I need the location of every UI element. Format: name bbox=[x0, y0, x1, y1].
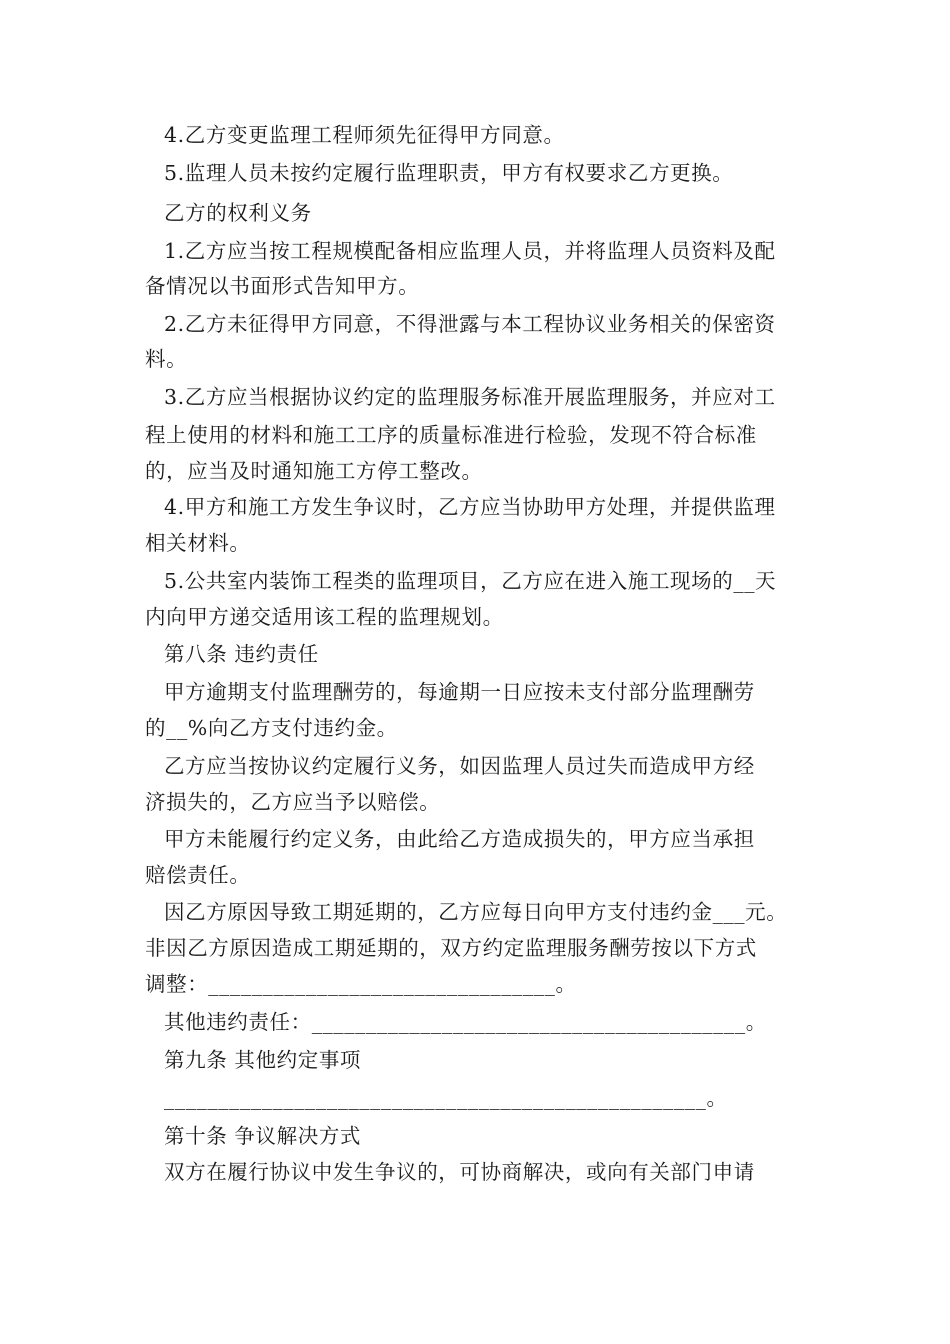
clause-line: 的__%向乙方支付违约金。 bbox=[145, 716, 398, 740]
clause-line: 4.甲方和施工方发生争议时，乙方应当协助甲方处理，并提供监理 bbox=[164, 495, 776, 519]
clause-line: 非因乙方原因造成工期延期的，双方约定监理服务酬劳按以下方式 bbox=[145, 936, 757, 960]
article-heading: 第九条 其他约定事项 bbox=[164, 1048, 362, 1072]
section-heading: 乙方的权利义务 bbox=[164, 201, 312, 225]
clause-line: 4.乙方变更监理工程师须先征得甲方同意。 bbox=[164, 123, 565, 147]
clause-line: 1.乙方应当按工程规模配备相应监理人员，并将监理人员资料及配 bbox=[164, 239, 776, 263]
clause-line: 备情况以书面形式告知甲方。 bbox=[145, 274, 420, 298]
clause-line: 乙方应当按协议约定履行义务，如因监理人员过失而造成甲方经 bbox=[164, 754, 755, 778]
clause-line: 调整：________________________________。 bbox=[145, 972, 577, 996]
clause-line: 程上使用的材料和施工工序的质量标准进行检验，发现不符合标准 bbox=[145, 423, 757, 447]
clause-line: 甲方逾期支付监理酬劳的，每逾期一日应按未支付部分监理酬劳 bbox=[164, 680, 755, 704]
article-heading: 第十条 争议解决方式 bbox=[164, 1124, 362, 1148]
clause-line: 因乙方原因导致工期延期的，乙方应每日向甲方支付违约金___元。 bbox=[164, 900, 788, 924]
clause-line: 2.乙方未征得甲方同意，不得泄露与本工程协议业务相关的保密资 bbox=[164, 312, 776, 336]
clause-line: 的，应当及时通知施工方停工整改。 bbox=[145, 459, 483, 483]
blank-line: __________________________________________________。 bbox=[164, 1086, 728, 1110]
clause-line: 5.监理人员未按约定履行监理职责，甲方有权要求乙方更换。 bbox=[164, 161, 734, 185]
clause-line: 内向甲方递交适用该工程的监理规划。 bbox=[145, 605, 504, 629]
clause-line: 其他违约责任：________________________________________。 bbox=[164, 1010, 767, 1034]
clause-line: 济损失的，乙方应当予以赔偿。 bbox=[145, 790, 441, 814]
clause-line: 3.乙方应当根据协议约定的监理服务标准开展监理服务，并应对工 bbox=[164, 385, 776, 409]
clause-line: 5.公共室内装饰工程类的监理项目，乙方应在进入施工现场的__天 bbox=[164, 569, 777, 593]
clause-line: 赔偿责任。 bbox=[145, 863, 251, 887]
clause-line: 甲方未能履行约定义务，由此给乙方造成损失的，甲方应当承担 bbox=[164, 827, 755, 851]
clause-line: 相关材料。 bbox=[145, 531, 251, 555]
clause-line: 料。 bbox=[145, 347, 188, 371]
clause-line: 双方在履行协议中发生争议的，可协商解决，或向有关部门申请 bbox=[164, 1160, 755, 1184]
article-heading: 第八条 违约责任 bbox=[164, 642, 319, 666]
